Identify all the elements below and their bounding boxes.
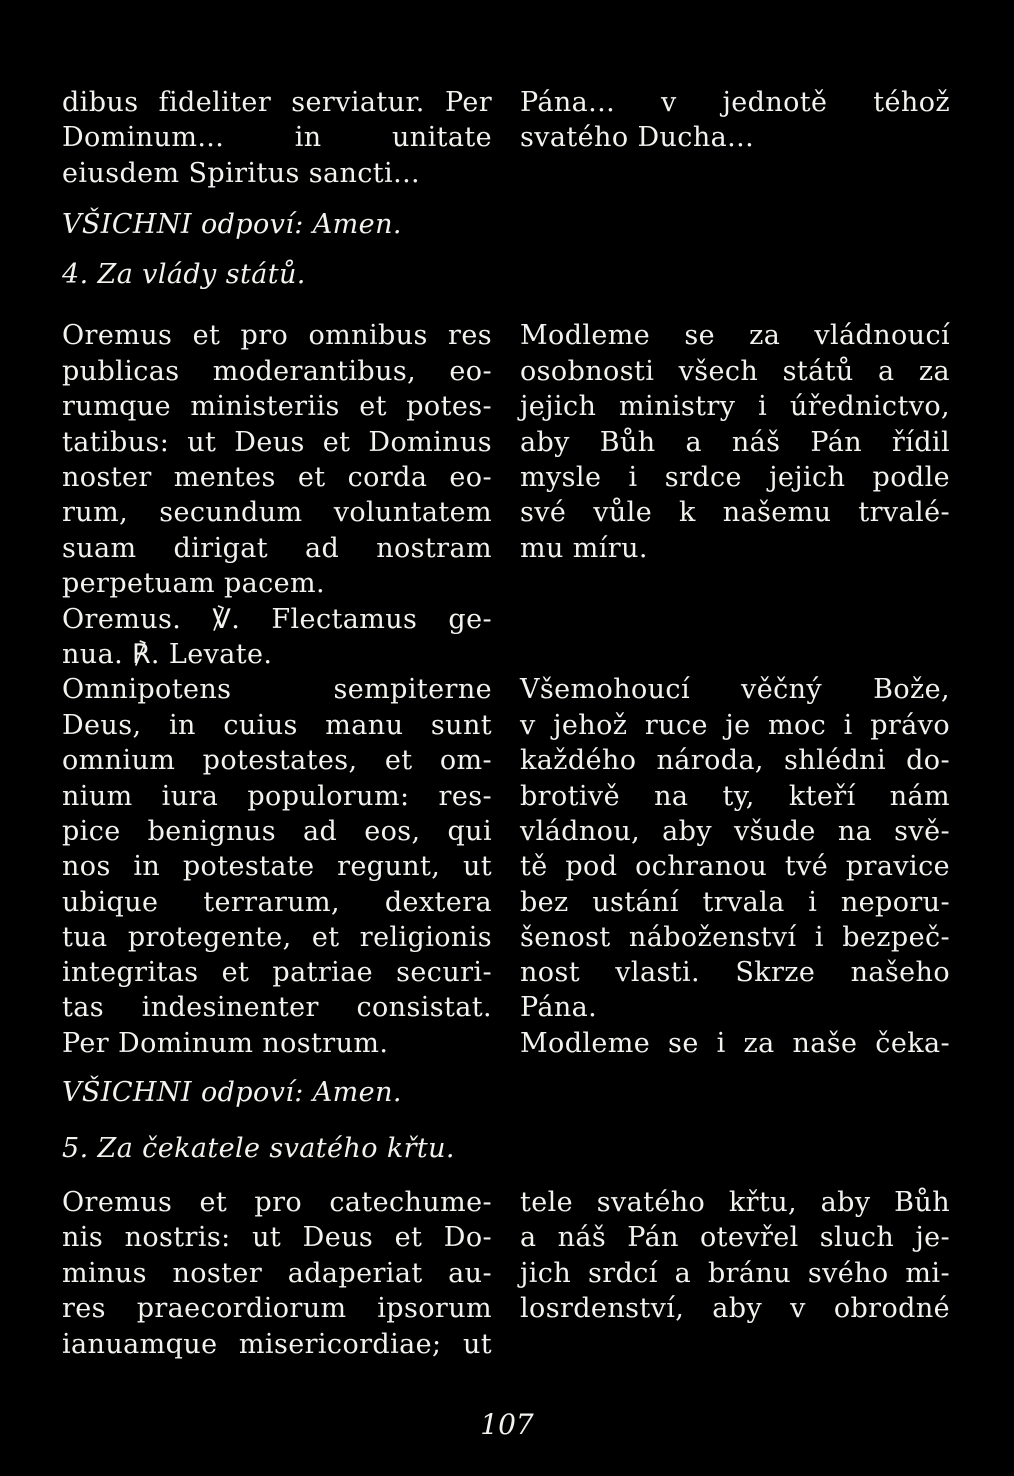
text-line: Deus, in cuius manu sunt xyxy=(62,710,492,741)
text-line: nost vlasti. Skrze našeho xyxy=(520,957,950,988)
text-line: v jehož ruce je moc i právo xyxy=(520,710,950,741)
text-line: vládnou, aby všude na svě- xyxy=(520,816,950,847)
text-line: brotivě na ty, kteří nám xyxy=(520,781,950,812)
text-line: eiusdem Spiritus sancti... xyxy=(62,158,421,189)
text-line: omnium potestates, et om- xyxy=(62,745,492,776)
text-line: pice benignus ad eos, qui xyxy=(62,816,492,847)
text-line: tas indesinenter consistat. xyxy=(62,992,492,1023)
text-line: každého národa, shlédni do- xyxy=(520,745,950,776)
text-line: nis nostris: ut Deus et Do- xyxy=(62,1222,492,1253)
text-line: 5. Za čekatele svatého křtu. xyxy=(62,1133,455,1164)
text-line: Per Dominum nostrum. xyxy=(62,1028,389,1059)
text-line: VŠICHNI odpoví: Amen. xyxy=(62,1077,402,1108)
text-line: Omnipotens sempiterne xyxy=(62,674,492,705)
text-line: mu míru. xyxy=(520,533,648,564)
text-line: bez ustání trvala i neporu- xyxy=(520,887,950,918)
text-line: Oremus. ℣. Flectamus ge- xyxy=(62,604,492,635)
text-line: perpetuam pacem. xyxy=(62,568,326,599)
text-line: nium iura populorum: res- xyxy=(62,781,492,812)
text-line: Dominum... in unitate xyxy=(62,122,492,153)
text-line: jejich ministry i úřednictvo, xyxy=(520,391,950,422)
text-line: a náš Pán otevřel sluch je- xyxy=(520,1222,950,1253)
text-line: tele svatého křtu, aby Bůh xyxy=(520,1187,950,1218)
text-line: Pána. xyxy=(520,992,598,1023)
text-line: šenost náboženství i bezpeč- xyxy=(520,922,950,953)
text-line: Všemohoucí věčný Bože, xyxy=(520,674,950,705)
text-line: integritas et patriae securi- xyxy=(62,957,492,988)
text-line: dibus fideliter serviatur. Per xyxy=(62,87,492,118)
text-line: tua protegente, et religionis xyxy=(62,922,492,953)
text-line: ianuamque misericordiae; ut xyxy=(62,1329,492,1360)
text-line: rum, secundum voluntatem xyxy=(62,497,492,528)
text-line: VŠICHNI odpoví: Amen. xyxy=(62,209,402,240)
text-line: Oremus et pro catechume- xyxy=(62,1187,492,1218)
text-line: rumque ministeriis et potes- xyxy=(62,391,492,422)
text-line: minus noster adaperiat au- xyxy=(62,1258,492,1289)
text-line: res praecordiorum ipsorum xyxy=(62,1293,492,1324)
text-line: aby Bůh a náš Pán řídil xyxy=(520,427,950,458)
text-line: tě pod ochranou tvé pravice xyxy=(520,851,950,882)
text-line: noster mentes et corda eo- xyxy=(62,462,492,493)
text-line: ubique terrarum, dextera xyxy=(62,887,492,918)
text-line: nua. ℟. Levate. xyxy=(62,639,273,670)
text-line: nos in potestate regunt, ut xyxy=(62,851,492,882)
text-line: Oremus et pro omnibus res xyxy=(62,320,492,351)
text-line: osobnosti všech států a za xyxy=(520,356,950,387)
text-line: Modleme se i za naše čeka- xyxy=(520,1028,950,1059)
text-line: suam dirigat ad nostram xyxy=(62,533,492,564)
text-line: Pána... v jednotě téhož xyxy=(520,87,950,118)
page-number: 107 xyxy=(480,1408,534,1441)
text-line: Modleme se za vládnoucí xyxy=(520,320,950,351)
text-line: tatibus: ut Deus et Dominus xyxy=(62,427,492,458)
text-line: losrdenství, aby v obrodné xyxy=(520,1293,950,1324)
text-line: svatého Ducha... xyxy=(520,122,755,153)
text-line: mysle i srdce jejich podle xyxy=(520,462,950,493)
text-line: jich srdcí a bránu svého mi- xyxy=(520,1258,950,1289)
text-line: publicas moderantibus, eo- xyxy=(62,356,492,387)
text-line: 4. Za vlády států. xyxy=(62,259,306,290)
text-line: své vůle k našemu trvalé- xyxy=(520,497,950,528)
